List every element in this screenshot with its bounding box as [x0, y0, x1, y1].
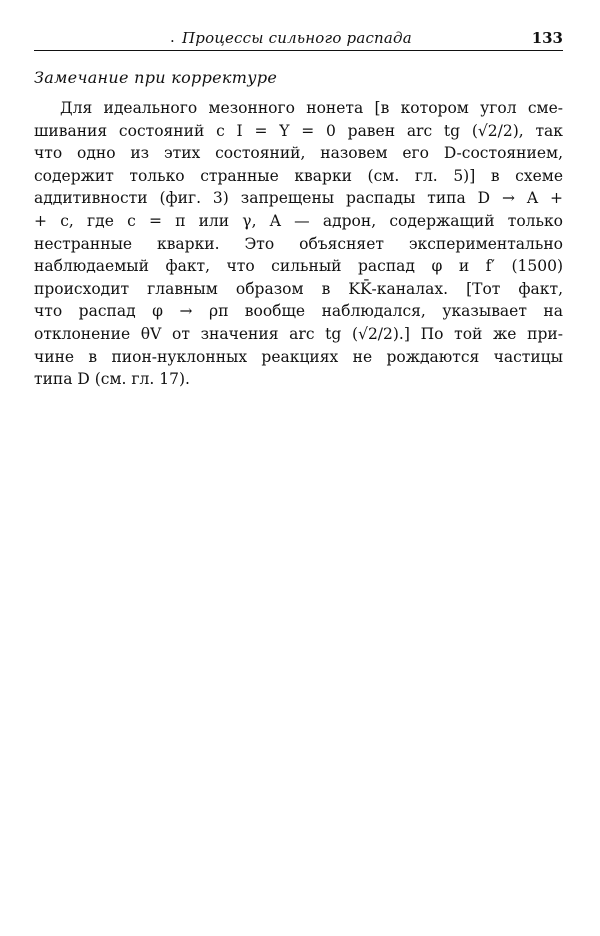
running-head — [34, 26, 563, 51]
text-line: что одно из этих состояний, назовем его D-состоянием, — [34, 144, 563, 163]
text-line: содержит только странные кварки (см. гл. 5)] в схеме — [34, 166, 563, 185]
text-line: наблюдаемый факт, что сильный распад φ и f′ (1500) — [34, 257, 563, 276]
text-line: типа D (см. гл. 17). — [34, 370, 190, 389]
text-line: аддитивности (фиг. 3) запрещены распады типа D → A + — [34, 189, 563, 208]
section-title: Замечание при корректуре — [34, 68, 278, 87]
text-line: отклонение θV от значения arc tg (√2/2).] По той же при- — [34, 324, 563, 343]
header-dot: . — [170, 28, 175, 46]
text-line: Для идеального мезонного нонета [в котором угол сме- — [60, 99, 563, 117]
text-line: нестранные кварки. Это объясняет экспериментально — [34, 234, 563, 253]
page-number: 133 — [531, 29, 563, 47]
text-line: происходит главным образом в KK̄-каналах. [Тот факт, — [34, 279, 563, 298]
text-line: что распад φ → ρπ вообще наблюдался, указывает на — [34, 302, 563, 321]
text-line: + c, где c = π или γ, A — адрон, содержащий только — [34, 211, 563, 230]
text-line: чине в пион-нуклонных реакциях не рождаются частицы — [34, 347, 563, 366]
body-paragraph — [34, 97, 563, 391]
chapter-title: Процессы сильного распада — [182, 29, 412, 47]
text-line: шивания состояний с I = Y = 0 равен arc tg (√2/2), так — [34, 121, 563, 140]
